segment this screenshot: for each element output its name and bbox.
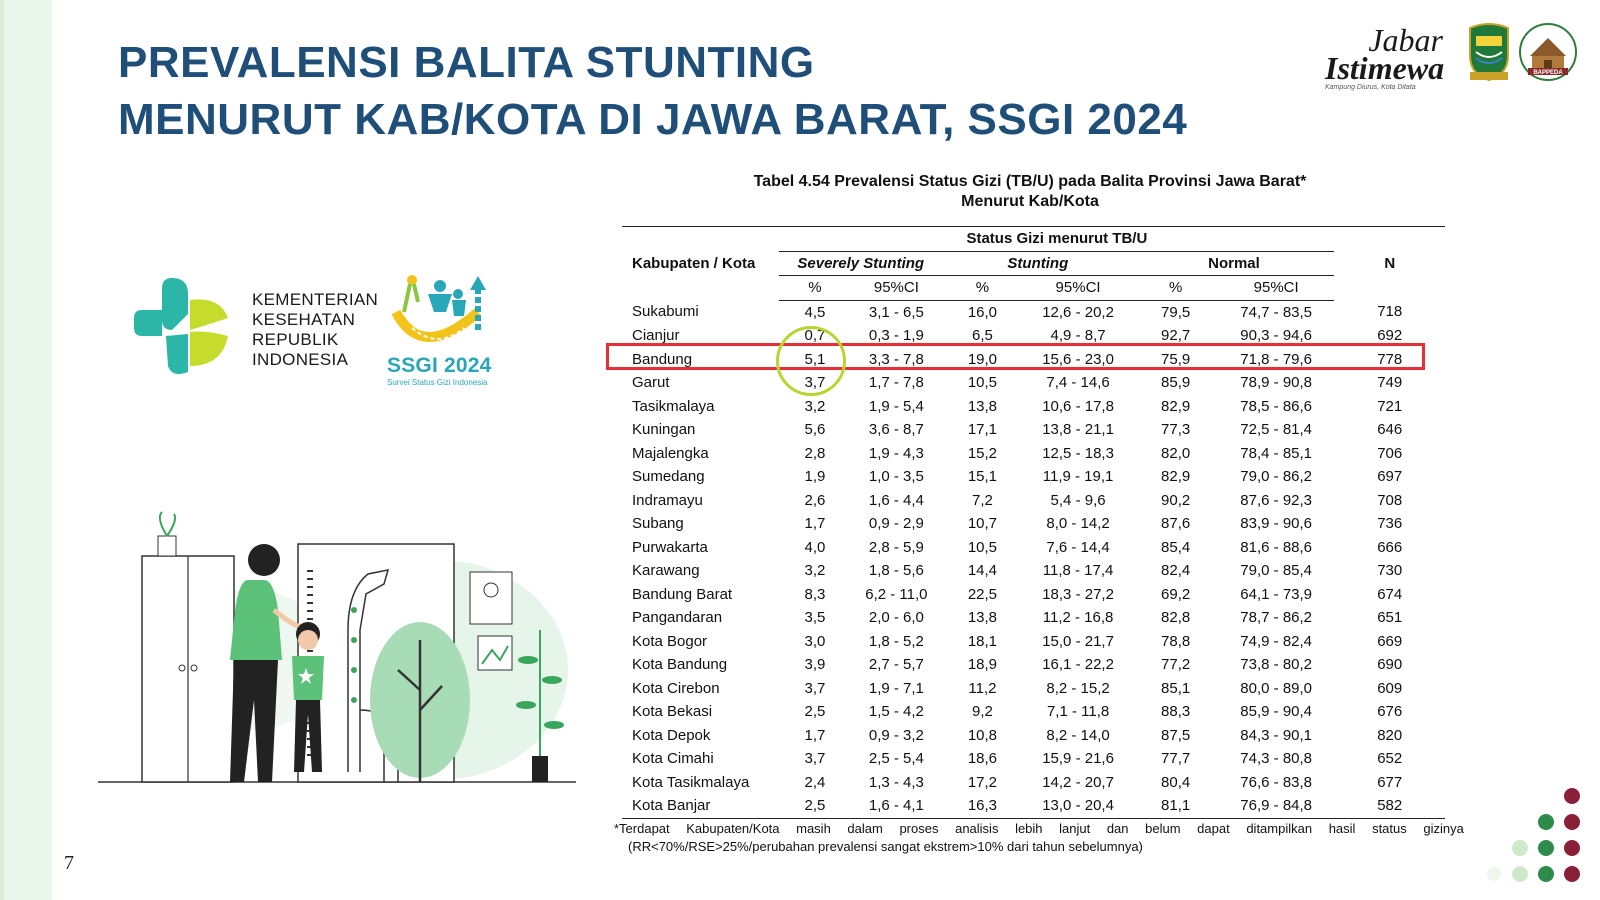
footnote-word: *Terdapat <box>614 821 670 836</box>
table-cell: 3,2 <box>804 397 826 415</box>
table-row <box>622 489 1445 513</box>
side-accent-bar <box>0 0 52 900</box>
table-row <box>622 794 1445 818</box>
table-cell: 721 <box>1377 397 1403 415</box>
cell-kabupaten-kota: Kota Bandung <box>632 656 728 673</box>
table-cell: 79,5 <box>1161 303 1191 321</box>
table-cell: 706 <box>1377 444 1403 462</box>
cell-kabupaten-kota: Bandung Barat <box>632 585 733 603</box>
sub-header-percent: % <box>1133 276 1217 301</box>
table-cell: 1,5 - 4,2 <box>868 703 924 720</box>
table-cell: 64,1 - 73,9 <box>1240 585 1313 603</box>
table-row <box>622 700 1445 724</box>
table-cell: 730 <box>1377 562 1403 579</box>
table-cell: 4,5 <box>804 303 826 321</box>
table-cell: 5,1 <box>804 350 826 368</box>
table-cell: 13,0 - 20,4 <box>1023 794 1134 818</box>
cell-kabupaten-kota: Kuningan <box>632 421 696 438</box>
kemenkes-logo-icon <box>132 274 242 384</box>
table-cell: 778 <box>1377 350 1403 368</box>
table-cell: 1,6 - 4,1 <box>851 794 943 818</box>
table-row <box>622 771 1445 795</box>
table-row <box>622 747 1445 771</box>
table-cell: 2,8 <box>804 444 826 462</box>
table-cell: 78,5 - 86,6 <box>1240 397 1313 415</box>
footnote-word: dalam <box>847 821 883 836</box>
table-cell: 16,1 - 22,2 <box>1042 656 1114 673</box>
table-cell: 10,5 <box>967 538 998 556</box>
table-cell: 676 <box>1377 703 1403 720</box>
table-cell: 736 <box>1377 515 1403 532</box>
ssgi-logo-subtitle: Survei Status Gizi Indonesia <box>387 378 488 387</box>
table-cell: 3,5 <box>804 609 826 626</box>
slide-title-line-2: MENURUT KAB/KOTA DI JAWA BARAT, SSGI 2024 <box>118 95 1188 144</box>
table-cell: 1,3 - 4,3 <box>868 773 924 791</box>
page-number: 7 <box>64 852 74 874</box>
table-row <box>622 583 1445 607</box>
table-cell: 1,8 - 5,6 <box>868 562 924 579</box>
table-row <box>622 395 1445 419</box>
cell-kabupaten-kota: Cianjur <box>632 327 680 344</box>
table-cell: 3,1 - 6,5 <box>868 303 924 321</box>
sub-header-ci: 95%CI <box>851 276 943 301</box>
table-cell: 646 <box>1377 421 1403 438</box>
table-row <box>622 559 1445 583</box>
table-cell: 3,7 <box>804 750 826 767</box>
table-cell: 92,7 <box>1161 327 1191 344</box>
table-cell: 78,7 - 86,2 <box>1240 609 1313 626</box>
table-cell: 87,6 <box>1161 515 1191 532</box>
table-cell: 18,1 <box>967 632 998 650</box>
kemenkes-logo-text <box>252 290 378 370</box>
table-cell: 3,3 - 7,8 <box>868 350 924 368</box>
footnote-line-2: (RR<70%/RSE>25%/perubahan prevalensi sangat ekstrem>10% dari tahun sebelumnya) <box>628 839 1143 854</box>
table-cell: 15,0 - 21,7 <box>1042 632 1114 650</box>
footnote-word: gizinya <box>1423 821 1464 836</box>
cell-kabupaten-kota: Tasikmalaya <box>632 397 715 415</box>
cell-kabupaten-kota: Garut <box>632 374 670 391</box>
table-cell: 708 <box>1377 491 1403 509</box>
table-cell: 582 <box>1334 794 1445 818</box>
table-cell: 78,8 <box>1161 632 1191 650</box>
table-row <box>622 630 1445 654</box>
column-header-status-gizi: Status Gizi menurut TB/U <box>779 227 1334 252</box>
table-cell: 2,5 - 5,4 <box>868 750 924 767</box>
table-footnote <box>614 820 1464 856</box>
table-cell: 609 <box>1377 679 1403 697</box>
table-cell: 1,6 - 4,4 <box>868 491 924 509</box>
table-cell: 3,6 - 8,7 <box>868 421 924 438</box>
cell-kabupaten-kota: Karawang <box>632 562 700 579</box>
table-cell: 718 <box>1377 303 1403 321</box>
table-cell: 17,1 <box>967 421 998 438</box>
table-cell: 83,9 - 90,6 <box>1240 515 1313 532</box>
table-cell: 12,5 - 18,3 <box>1042 444 1114 462</box>
cell-kabupaten-kota: Kota Cirebon <box>632 679 720 697</box>
table-cell: 81,1 <box>1133 794 1217 818</box>
table-caption <box>620 172 1440 212</box>
table-cell: 3,2 <box>804 562 826 579</box>
table-cell: 677 <box>1377 773 1403 791</box>
table-cell: 79,0 - 86,2 <box>1240 468 1313 485</box>
jabar-logo-text-bottom: Istimewa <box>1325 50 1445 86</box>
table-cell: 77,2 <box>1161 656 1191 673</box>
table-cell: 2,5 <box>804 703 826 720</box>
table-cell: 15,9 - 21,6 <box>1042 750 1114 767</box>
slide-title-line-1: PREVALENSI BALITA STUNTING <box>118 38 815 87</box>
table-row <box>622 536 1445 560</box>
table-cell: 15,6 - 23,0 <box>1042 350 1114 368</box>
footnote-word: proses <box>899 821 939 836</box>
table-cell: 82,9 <box>1161 468 1191 485</box>
table-cell: 85,4 <box>1161 538 1191 556</box>
table-row <box>622 371 1445 395</box>
table-cell: 72,5 - 81,4 <box>1240 421 1313 438</box>
table-cell: 5,4 - 9,6 <box>1050 491 1106 509</box>
footnote-word: masih <box>796 821 831 836</box>
table-cell: 74,3 - 80,8 <box>1240 750 1313 767</box>
group-header-stunting: Stunting <box>942 251 1133 276</box>
table-cell: 0,7 <box>804 327 826 344</box>
cell-kabupaten-kota: Purwakarta <box>632 538 708 556</box>
table-cell: 8,2 - 15,2 <box>1046 679 1110 697</box>
column-header-n: N <box>1334 227 1445 301</box>
footnote-word: analisis <box>955 821 999 836</box>
table-cell: 820 <box>1377 726 1403 744</box>
table-row <box>622 653 1445 677</box>
table-cell: 13,8 <box>967 609 998 626</box>
bandung-row-highlight-box <box>606 343 1425 370</box>
cell-kabupaten-kota: Majalengka <box>632 444 709 462</box>
slide-title <box>118 34 1187 148</box>
table-cell: 16,3 <box>942 794 1022 818</box>
table-cell: 13,8 - 21,1 <box>1042 421 1114 438</box>
table-cell: 8,0 - 14,2 <box>1046 515 1110 532</box>
table-cell: 2,6 <box>804 491 826 509</box>
table-cell: 90,2 <box>1161 491 1191 509</box>
table-cell: 88,3 <box>1161 703 1191 720</box>
footnote-word: hasil <box>1328 821 1356 836</box>
table-cell: 87,5 <box>1161 726 1191 744</box>
table-cell: 2,4 <box>804 773 826 791</box>
table-row <box>622 418 1445 442</box>
table-cell: 19,0 <box>967 350 998 368</box>
table-cell: 8,2 - 14,0 <box>1046 726 1110 744</box>
table-cell: 6,5 <box>971 327 993 344</box>
table-cell: 2,7 - 5,7 <box>868 656 924 673</box>
table-row <box>622 606 1445 630</box>
cell-kabupaten-kota: Kota Cimahi <box>632 750 714 767</box>
west-java-emblem-icon <box>1466 22 1512 82</box>
table-cell: 669 <box>1377 632 1403 650</box>
table-cell: 3,9 <box>804 656 826 673</box>
sub-header-ci: 95%CI <box>1023 276 1134 301</box>
table-cell: 692 <box>1377 327 1403 344</box>
footnote-line-1 <box>614 820 1464 838</box>
footnote-word: Kabupaten/Kota <box>686 821 780 836</box>
table-cell: 76,6 - 83,8 <box>1240 773 1313 791</box>
table-cell: 17,2 <box>967 773 998 791</box>
cell-kabupaten-kota: Kota Tasikmalaya <box>632 773 750 791</box>
table-cell: 11,8 - 17,4 <box>1042 562 1114 579</box>
column-header-kabupaten-kota: Kabupaten / Kota <box>622 227 779 301</box>
table-cell: 80,4 <box>1161 773 1191 791</box>
table-cell: 697 <box>1377 468 1403 485</box>
table-cell: 14,2 - 20,7 <box>1042 773 1114 791</box>
bappeda-logo <box>1518 22 1578 82</box>
table-cell: 78,4 - 85,1 <box>1240 444 1313 462</box>
table-cell: 652 <box>1377 750 1403 767</box>
bandung-severe-value-circle <box>776 326 846 396</box>
table-cell: 79,0 - 85,4 <box>1240 562 1313 579</box>
table-cell: 77,3 <box>1161 421 1191 438</box>
bappeda-logo-text: BAPPEDA <box>1533 70 1563 76</box>
table-cell: 10,8 <box>967 726 998 744</box>
table-cell: 78,9 - 90,8 <box>1240 374 1313 391</box>
table-cell: 12,6 - 20,2 <box>1042 303 1114 321</box>
table-cell: 1,0 - 3,5 <box>868 468 924 485</box>
table-cell: 6,2 - 11,0 <box>865 585 928 603</box>
table-cell: 5,6 <box>804 421 826 438</box>
table-cell: 690 <box>1377 656 1403 673</box>
table-cell: 82,0 <box>1161 444 1191 462</box>
stunting-prevalence-table <box>622 226 1445 819</box>
table-cell: 1,7 <box>804 515 826 532</box>
table-caption-line-1: Tabel 4.54 Prevalensi Status Gizi (TB/U) pada Balita Provinsi Jawa Barat* <box>753 173 1307 190</box>
group-header-normal: Normal <box>1133 251 1334 276</box>
table-cell: 4,0 <box>804 538 826 556</box>
kemenkes-text-line: INDONESIA <box>252 350 349 369</box>
table-cell: 1,9 - 4,3 <box>868 444 924 462</box>
table-cell: 11,2 - 16,8 <box>1042 609 1114 626</box>
decorative-dots <box>1480 786 1590 890</box>
sub-header-percent: % <box>942 276 1022 301</box>
table-cell: 2,0 - 6,0 <box>868 609 924 626</box>
table-cell: 82,9 <box>1161 397 1191 415</box>
jabar-istimewa-logo <box>1325 22 1451 91</box>
table-row <box>622 300 1445 324</box>
table-cell: 7,4 - 14,6 <box>1046 374 1110 391</box>
cell-kabupaten-kota: Kota Depok <box>632 726 711 744</box>
table-cell: 85,9 - 90,4 <box>1240 703 1313 720</box>
table-cell: 82,8 <box>1161 609 1191 626</box>
mother-child-illustration <box>98 510 576 806</box>
table-cell: 16,0 <box>967 303 998 321</box>
table-cell: 10,5 <box>967 374 998 391</box>
table-row <box>622 442 1445 466</box>
table-cell: 87,6 - 92,3 <box>1240 491 1313 509</box>
cell-kabupaten-kota: Subang <box>632 515 684 532</box>
table-cell: 1,7 <box>804 726 826 744</box>
table-cell: 666 <box>1377 538 1403 556</box>
table-cell: 11,9 - 19,1 <box>1042 468 1114 485</box>
cell-kabupaten-kota: Kota Bekasi <box>632 703 713 720</box>
table-cell: 74,7 - 83,5 <box>1240 303 1313 321</box>
table-cell: 22,5 <box>967 585 998 603</box>
table-cell: 69,2 <box>1161 585 1191 603</box>
table-row <box>622 724 1445 748</box>
table-cell: 3,7 <box>804 374 826 391</box>
jabar-logo-tagline: Kampung Diurus, Kota Ditata <box>1325 84 1416 91</box>
table-cell: 7,1 - 11,8 <box>1046 703 1110 720</box>
cell-kabupaten-kota: Sukabumi <box>632 303 699 321</box>
table-cell: 0,9 - 3,2 <box>868 726 924 744</box>
table-cell: 13,8 <box>967 397 998 415</box>
table-cell: 1,9 - 7,1 <box>868 679 924 697</box>
cell-kabupaten-kota: Indramayu <box>632 491 703 509</box>
table-cell: 18,3 - 27,2 <box>1042 585 1114 603</box>
footnote-word: lebih <box>1015 821 1043 836</box>
table-cell: 77,7 <box>1161 750 1191 767</box>
table-cell: 1,8 - 5,2 <box>868 632 924 650</box>
footnote-word: ditampilkan <box>1246 821 1313 836</box>
table-cell: 1,9 <box>804 468 826 485</box>
table-cell: 10,7 <box>967 515 998 532</box>
sub-header-ci: 95%CI <box>1218 276 1335 301</box>
table-cell: 674 <box>1377 585 1403 603</box>
table-cell: 14,4 <box>967 562 998 579</box>
table-cell: 82,4 <box>1161 562 1191 579</box>
table-cell: 7,6 - 14,4 <box>1046 538 1110 556</box>
kemenkes-text-line: KEMENTERIAN <box>252 290 379 309</box>
table-cell: 7,2 <box>971 491 993 509</box>
table-cell: 0,9 - 2,9 <box>868 515 924 532</box>
table-cell: 90,3 - 94,6 <box>1240 327 1313 344</box>
table-cell: 8,3 <box>804 585 826 603</box>
table-cell: 11,2 <box>968 679 997 697</box>
table-cell: 1,9 - 5,4 <box>868 397 924 415</box>
table-cell: 2,5 <box>779 794 850 818</box>
table-row <box>622 465 1445 489</box>
footnote-word: dan <box>1106 821 1129 836</box>
table-caption-line-2: Menurut Kab/Kota <box>961 193 1099 210</box>
table-cell: 75,9 <box>1161 350 1191 368</box>
table-cell: 1,7 - 7,8 <box>868 374 924 391</box>
table-cell: 84,3 - 90,1 <box>1240 726 1313 744</box>
table-cell: 85,1 <box>1161 679 1191 697</box>
footnote-word: status <box>1372 821 1407 836</box>
table-row <box>622 512 1445 536</box>
table-cell: 80,0 - 89,0 <box>1240 679 1313 697</box>
cell-kabupaten-kota: Pangandaran <box>632 609 723 626</box>
footnote-word: dapat <box>1197 821 1230 836</box>
table-row <box>622 677 1445 701</box>
table-cell: 10,6 - 17,8 <box>1042 397 1114 415</box>
cell-kabupaten-kota: Sumedang <box>632 468 705 485</box>
table-cell: 3,7 <box>804 679 826 697</box>
table-cell: 81,6 - 88,6 <box>1240 538 1313 556</box>
kemenkes-text-line: REPUBLIK <box>252 330 339 349</box>
cell-kabupaten-kota: Bandung <box>632 350 693 368</box>
table-cell: 9,2 <box>971 703 993 720</box>
table-cell: 651 <box>1377 609 1403 626</box>
stunting-table-container <box>622 226 1445 819</box>
cell-kabupaten-kota: Kota Banjar <box>622 794 779 818</box>
table-body <box>622 300 1445 818</box>
group-header-severely-stunting: Severely Stunting <box>779 251 942 276</box>
table-cell: 74,9 - 82,4 <box>1240 632 1313 650</box>
table-cell: 18,9 <box>967 656 998 673</box>
kemenkes-text-line: KESEHATAN <box>252 310 356 329</box>
sub-header-percent: % <box>779 276 850 301</box>
table-cell: 71,8 - 79,6 <box>1240 350 1313 368</box>
table-cell: 73,8 - 80,2 <box>1240 656 1313 673</box>
table-cell: 749 <box>1377 374 1403 391</box>
table-cell: 0,3 - 1,9 <box>868 327 924 344</box>
footnote-word: lanjut <box>1059 821 1091 836</box>
table-cell: 85,9 <box>1161 374 1191 391</box>
table-cell: 3,0 <box>804 632 826 650</box>
ssgi-logo-label: SSGI 2024 <box>387 354 492 377</box>
table-cell: 4,9 - 8,7 <box>1050 327 1106 344</box>
table-cell: 76,9 - 84,8 <box>1218 794 1335 818</box>
cell-kabupaten-kota: Kota Bogor <box>632 632 708 650</box>
table-cell: 15,1 <box>967 468 998 485</box>
table-cell: 2,8 - 5,9 <box>868 538 924 556</box>
jabar-logo-text-top: Jabar <box>1368 22 1443 58</box>
table-cell: 18,6 <box>967 750 998 767</box>
footnote-word: belum <box>1145 821 1181 836</box>
table-cell: 15,2 <box>967 444 998 462</box>
